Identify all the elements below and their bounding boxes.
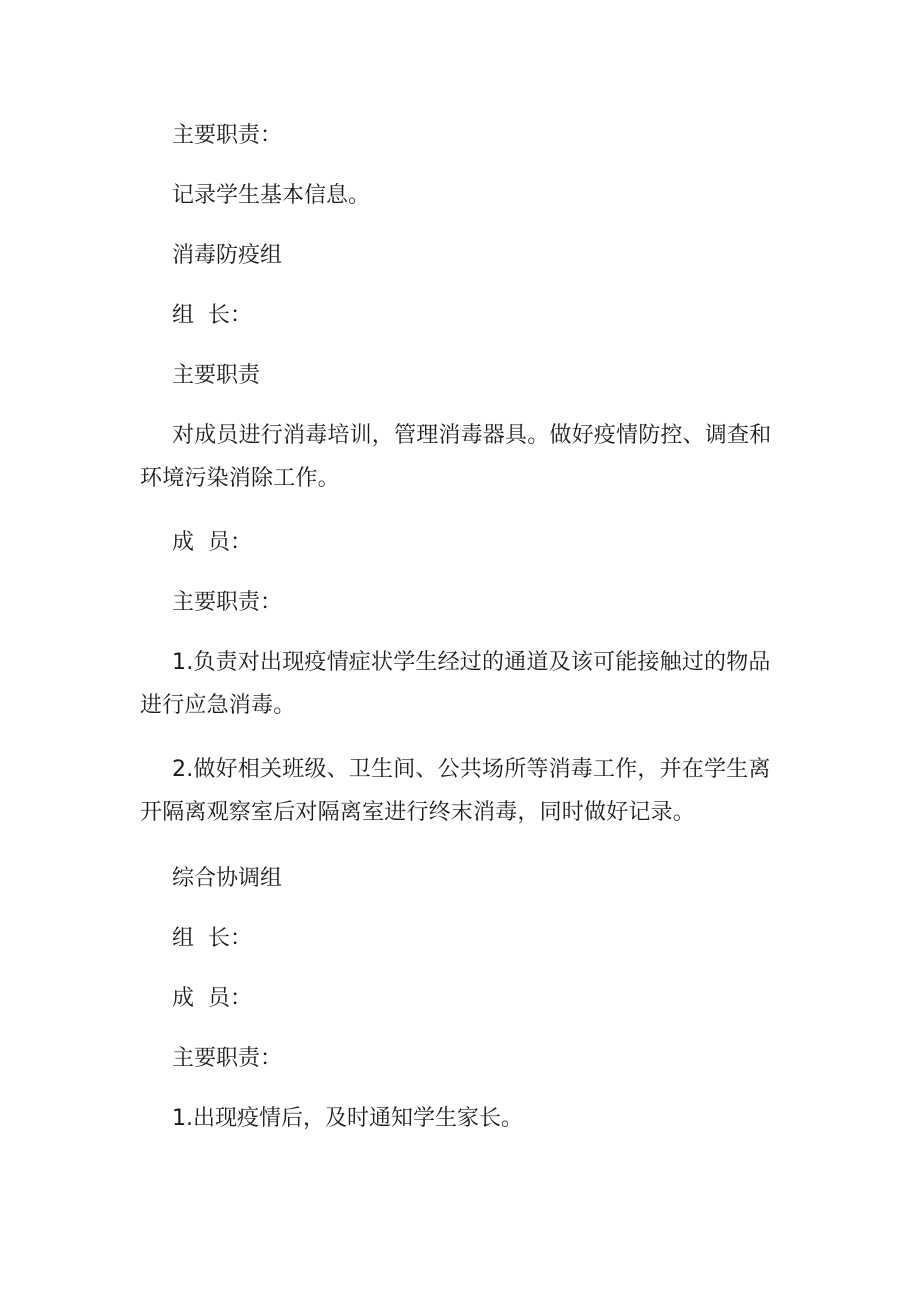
section-title-coordination: 综合协调组 xyxy=(172,866,283,891)
duty-text-1: 记录学生基本信息。 xyxy=(172,183,371,208)
duty-heading-2: 主要职责 xyxy=(172,363,261,388)
duty-item-3: 1.出现疫情后，及时通知学生家长。 xyxy=(172,1106,523,1131)
duty-item-2: 2.做好相关班级、卫生间、公共场所等消毒工作，并在学生离开隔离观察室后对隔离室进行终末消毒，同时做好记录。 xyxy=(140,757,771,825)
duty-heading-4: 主要职责： xyxy=(172,1046,283,1071)
duty-text-2: 对成员进行消毒培训，管理消毒器具。做好疫情防控、调查和环境污染消除工作。 xyxy=(140,423,772,491)
duty-heading-3: 主要职责： xyxy=(172,590,283,615)
duty-heading-1: 主要职责： xyxy=(172,123,283,148)
section-title-disinfection: 消毒防疫组 xyxy=(172,243,283,268)
member-label-1: 成 员： xyxy=(172,530,252,555)
duty-item-1: 1.负责对出现疫情症状学生经过的通道及该可能接触过的物品进行应急消毒。 xyxy=(140,650,771,718)
leader-label-2: 组 长： xyxy=(172,926,252,951)
member-label-2: 成 员： xyxy=(172,986,252,1011)
leader-label-1: 组 长： xyxy=(172,303,252,328)
